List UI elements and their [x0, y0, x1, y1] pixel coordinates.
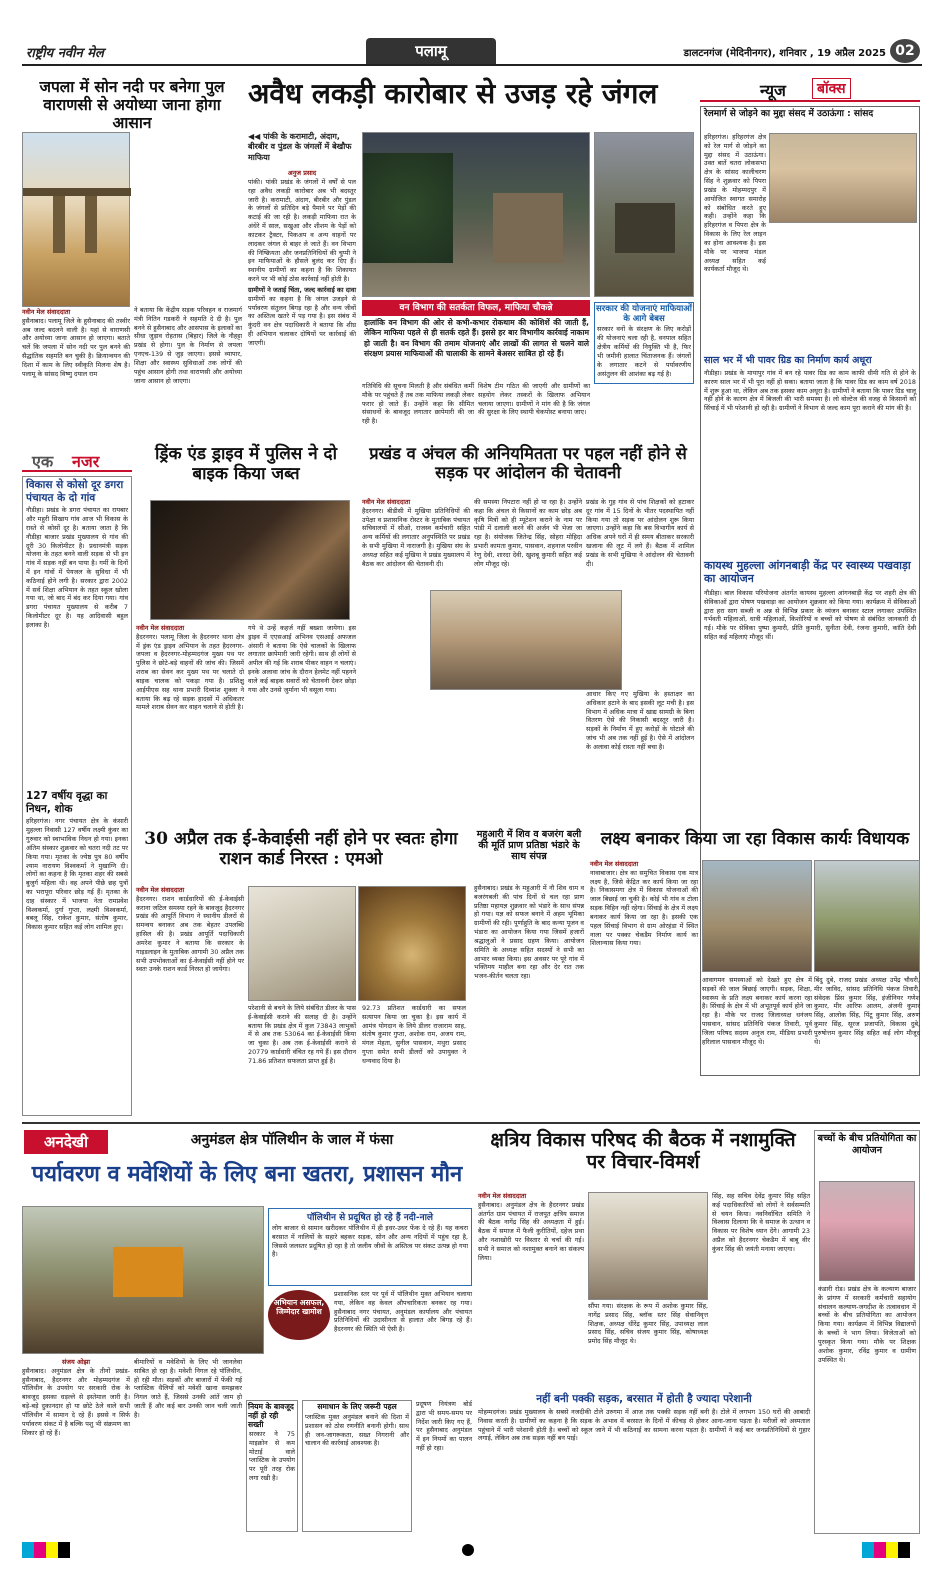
- ek-nazar-item1-head: विकास से कोसो दूर डगरा पंचायत के दो गांव: [26, 479, 124, 504]
- news-box-label-a: न्यूज: [760, 81, 786, 100]
- page-header: [22, 36, 922, 66]
- andolan-text-2: की समस्या निपटारा नहीं हो पा रहा है। उन्होंने कहा कि अंचल से किसानों का काम छोड़ अब कृषि मित्रों को ही म्यूटेशन कराने के नाम पर पांडी में दलाली करने की अर्जन भी भेजा जा रहा है। संयोजक जितेन्द्र सिंह, सोहरा मोहिदा प्रभारी कामता कुमार, पासवान, शहनाज परवीन रेणु देवी, शारदा देवी, खुशबू कुमारी सहित कई लोग मौजूद रहे।: [474, 498, 582, 568]
- lead-para-4: विशेष टीम गठित की जाएगी और ग्रामीणों का सहयोग लेकर तस्करों के खिलाफ अभियान चलाया जाएगा। ग्रामीणों ने मांग की है कि जंगल की सुरक्षा के लिए स्थायी चेकपोस्ट बनाया जाए।: [478, 382, 590, 417]
- police-photo: [150, 500, 350, 620]
- kshatriya-subhead: नहीं बनी पक्की सड़क, बरसात में होती है ज्यादा परेशानी: [536, 1393, 752, 1405]
- left-story-byline: नवीन मेल संवाददाता: [22, 308, 71, 316]
- news-box-item1-head: रेलमार्ग से जोड़ने का मुद्दा संसद में उठाऊंगा : सांसद: [704, 109, 874, 119]
- bajrang-headline: महुआरी में शिव व बजरंग बली की मूर्ति प्राण प्रतिष्ठा भंडारे के साथ संपन्न: [476, 829, 582, 862]
- left-story-text-1: हुसैनाबाद। पलामू जिले के हुसैनाबाद की तस्वीर अब जल्द बदलने वाली है। यहां से वाराणसी और अयोध्या जाना आसान हो जाएगा। बताते चलें कि जपला में सोन नदी पर पुल बनने की सैद्धांतिक सहमति बन चुकी है। क्रियान्वयन की दिशा में काम के लिए स्वीकृति मिलना शेष है। पलामू के सांसद विष्णु दयाल राम: [22, 316, 130, 378]
- bajrang-text: हुसैनाबाद। प्रखंड के महुआरी में नौ शिव धाम व बजरंगबली की पांच दिनों से चल रहा प्राण प्रतिष्ठा महायज्ञ शुक्रवार को भंडारे के साथ संपन्न हो गया। यज्ञ को सफल बनाने में अहम भूमिका ग्रामीणों की रही। पूर्णाहुति के बाद कन्या पूजन व भंडारा का आयोजन किया गया जिसमें हजारों श्रद्धालुओं ने प्रसाद ग्रहण किया। आयोजन समिति के अध्यक्ष सहित सदस्यों ने सभी का आभार व्यक्त किया। इस अवसर पर पूरे गांव में भक्तिमय माहौल बना रहा और देर रात तक भजन-कीर्तन चलता रहा।: [474, 884, 584, 981]
- ration-text-1: हैदरनगर। राशन कार्डधारियों की ई-केवाईसी कराना जटिल समस्या रहने के बावजूद हैदरनगर प्रखंड की आपूर्ति विभाग ने स्थानीय डीलरों से समन्वय बनाकर अब तक बेहतर उपलब्धि हासिल की है। प्रखंड आपूर्ति पदाधिकारी अमरेश कुमार ने बताया कि सरकार के गाइडलाइन के मुताबिक आगामी 30 अप्रैल तक सभी उपभोक्ताओं का ई-केवाईसी नहीं होने पर स्वतः उनके राशन कार्ड निरस्त हो जायेगा।: [136, 894, 244, 974]
- kshatriya-byline: नवीन मेल संवाददाता: [478, 1192, 527, 1200]
- left-story-text-2: ने बताया कि केंद्रीय सड़क परिवहन व राजमार्ग मंत्री नितिन गडकरी ने सहमति दे दी है। पुल बनने से हुसैनाबाद और आसपास के इलाकों का सीधा जुड़ाव रोहतास (बिहार) जिले के नौहट्टा प्रखंड से होगा। पुल के निर्माण से जपला एनएच-139 से जुड़ जाएगा। इससे व्यापार, शिक्षा और स्वास्थ्य सुविधाओं तक लोगों की पहुंच आसान होगी तथा वाराणसी और अयोध्या जाना आसान हो जाएगा।: [134, 306, 242, 385]
- lead-red-label: वन विभाग की सतर्कता विफल, माफिया चौकन्ने: [362, 300, 590, 316]
- ek-nazar-label-a: एक: [32, 452, 54, 471]
- forest-photo: [362, 132, 590, 297]
- drink-text-1: हैदरनगर। पलामू जिला के हैदरनगर थाना क्षेत्र में ड्रंक एंड ड्राइव अभियान के तहत हैदरनगर-जपला व हैदरनगर-मोहम्मदगंज मुख्य पथ पर पुलिस ने छोटे-बड़े वाहनों की जांच की। जिसमें शराब का सेवन कर मुख्य पथ पर चलाते दो बाइक चालक को पकड़ा गया है। प्रशिक्षु आईपीएस सह थाना प्रभारी दिव्यांश शुक्ला ने बताया कि बढ़ रहे सड़क हादसों में अधिकतर मामले शराब सेवन कर वाहन चलाने से होती है।: [136, 632, 244, 712]
- vidhayak-text-1: नावाबाजार। क्षेत्र का समुचित विकास एक मात्र लक्ष्य है, जिसे केंद्रित कर कार्य किया जा रहा है। निकासमगा क्षेत्र में विकास योजनाओं की जाल बिछाई जा चुकी है। कोई भी गांव व टोला सड़क विहिन नहीं रहेगा। सिंचाई के क्षेत्र में लक्ष्य बनाकर कार्य किया जा रहा है। इसकी एक पहल सिंचाई विभाग से ग्राम ओरहंडा में स्थित नाला पर पक्का चेकडैम निर्माण कार्य का शिलान्यास किया गया।: [590, 868, 698, 948]
- anadekhi-box3-text: प्रदूषण नियंत्रण बोर्ड द्वारा भी समय-समय पर निर्देश जारी किए गए हैं, पर हुसैनाबाद अनुमंडल में इन नियमों का पालन नहीं हो रहा।: [416, 1400, 472, 1453]
- anadekhi-box-head: पॉलिथीन से प्रदूषित हो रहे हैं नदी-नाले: [306, 1213, 434, 1223]
- ration-text-3: 92.73 प्रतिशत कार्डधारी का सफल सत्यापन किया जा चुका है। इस कार्य में आमंत्र योगदान के लिये डीलर राजाराम साह, संतोष कुमार गुप्ता, अशोक राम, अजय राम, मंगल मेहता, सुनील पासवान, मथुरा प्रसाद गुप्ता समेत सभी डीलरों को उपायुक्त ने धन्यवाद दिया है।: [362, 1004, 466, 1065]
- ration-photo-b: [358, 886, 466, 1001]
- andolan-text-4: आधार किए गए मुखिया के हस्ताक्षर का अधिकार हटाने के बाद इसकी लूट मची है। इस विभाग में अधिक मात्रा में खाद्य सामग्री के बिना वितरण ऐसे की निकासी बदस्तूर जारी है। सड़कों के निर्माण में हुए करोड़ों के घोटाले की जांच भी अब तक नहीं हुई है। ऐसे में आंदोलन के अलावा कोई रास्ता नहीं बचा है।: [586, 690, 694, 751]
- pratiyogita-text: कंडारी रोड। प्रखंड क्षेत्र के कल्याण बाजार के प्रांगण में सरकारी कर्मचारी सहायोग संचालन कल्याण-जगदीश के तत्वावधान में बच्चों के बीच प्रतियोगिता का आयोजन किया गया। कार्यक्रम में विभिन्न विद्यालयों के बच्चों ने भाग लिया। विजेताओं को पुरस्कृत किया गया। मौके पर शिक्षक अशोक कुमार, रविंद्र कुमार व ग्रामीण उपस्थित थे।: [818, 1285, 916, 1364]
- meeting-photo: [430, 590, 622, 690]
- pratiyogita-headline: बच्चों के बीच प्रतियोगिता का आयोजन: [817, 1133, 917, 1156]
- vidhayak-headline: लक्ष्य बनाकर किया जा रहा विकास कार्यः विधायक: [600, 829, 910, 849]
- anadekhi-text-2: बीमारियों व मवेशियों के लिए भी जानलेवा साबित हो रहा है। मवेशी निगल रहे पॉलिथीन, हो रही मौत। सड़कों और बाजारों में फेंकी गई प्लास्टिक थैलियों को मवेशी खाना समझकर निगल जाते हैं, जिससे उनकी आंतें जाम हो जाती हैं और कई बार उनकी जान चली जाती है।: [134, 1358, 242, 1419]
- andolan-text-1: हैदरनगर। बीडीसी में मुखिया प्रतिनिधियों की उपेक्षा व प्रशासनिक रोस्टर के मुताबिक पंचायत सचिवालयों में सीओ, राजस्व कर्मचारी सहित अन्य कर्मियों की लगातार अनुपस्थिति पर प्रखंड के सभी मुखिया में नाराजगी है। मुखिया संघ के अध्यक्ष सहित कई मुखिया ने प्रखंड मुख्यालय में बैठक कर आंदोलन की चेतावनी दी।: [362, 506, 470, 568]
- anadekhi-byline: संजय ओझा: [61, 1358, 91, 1366]
- andolan-headline: प्रखंड व अंचल की अनियमितता पर पहल नहीं होने से सड़क पर आंदोलन की चेतावनी: [369, 444, 687, 482]
- lead-para-2: ग्रामीणों का कहना है कि जंगल उजड़ने से पर्यावरण संतुलन बिगड़ रहा है और वन्य जीवों का अस्तित्व खतरे में पड़ गया है। इस संबंध में कुंदरी वन क्षेत्र पदाधिकारी ने बताया कि शीघ्र ही अभियान चलाकर दोषियों पर कार्रवाई की जाएगी।: [248, 294, 356, 347]
- news-box-item2-text: नौडीहा। प्रखंड के मायापुर गांव में बन रहे पावर ग्रिड का काम काफी धीमी गति से होने के कारण साल भर में भी पूरा नहीं हो सका। बताया जाता है कि पावर ग्रिड का काम वर्ष 2018 में शुरू हुआ था, लेकिन अब तक इसका काम अधूरा है। ग्रामीणों ने बताया कि पावर ग्रिड चालू नहीं होने के कारण क्षेत्र में बिजली की भारी समस्या है। लो वोल्टेज की वजह से किसानों को सिंचाई में भी परेशानी हो रही है। ग्रामीणों ने विभाग से जल्द काम पूरा कराने की मांग की है।: [704, 369, 916, 413]
- left-story-headline: जपला में सोन नदी पर बनेगा पुल वाराणसी से अयोध्या जाना होगा आसान: [39, 77, 225, 132]
- lead-byline: अनुज प्रसाद: [287, 169, 317, 178]
- drink-byline: नवीन मेल संवाददाता: [136, 624, 185, 632]
- ek-nazar-item2-text: हरिहरगंज। नगर पंचायत क्षेत्र के कंसारी मुहल्ला निवासी 127 वर्षीय लक्ष्मी कुंवर का गुरुवार को स्वाभाविक निधन हो गया। इनका अंतिम संस्कार शुक्रवार को चतरा नदी तट पर किया गया। मृतका के ज्येष्ठ पुत्र 80 वर्षीय श्याम नारायण विश्वकर्मा ने मुखाग्नि दी। लोगों का कहना है कि मृतका शहर की सबसे बुजुर्ग महिला थी। वह अपने पीछे छह पुत्रों का भरापूरा परिवार छोड़ गई हैं। मृतका के दाह संस्कार में भाजपा नेता रामप्रवेश विश्वकर्मा, दुर्गा गुप्ता, लक्ष्मी विश्वकर्मा, बबलू सिंह, राकेश कुमार, संतोष कुमार, विकास कुमार सहित कई लोग शामिल हुए।: [26, 817, 128, 932]
- vidhayak-text-2: आवागमन समस्याओं को देखते हुए क्षेत्र में सड़कों की जाल बिछाई जाएगी। सड़क, शिक्षा, स्वास्थ्य के प्रति लक्ष्य बनाकर कार्य करना रहा है। सिंचाई के क्षेत्र में भी अभूतपूर्व कार्य होने जा रहा है। मौके पर राजद जिलाध्यक्ष धनंजय पासवान, सांसद प्रतिनिधि पंकज तिवारी, पूर्व जिला परिषद सदस्य अनुज राम, मीडिया प्रभारी हरिलाल पासवान मौजूद थे।: [702, 976, 812, 1046]
- anadekhi-subbox-head: नियम के बावजूद नहीं हो रही सख्ती: [248, 1402, 294, 1429]
- mp-photo: [769, 133, 917, 223]
- lead-deck: ◀◀ पांकी के करामाटी, अंदाग, बीरबीर व पुंडल के जंगलों में बेखौफ माफिया: [248, 132, 352, 162]
- lead-para-3: गतिविधि की सूचना मिलती है और संबंधित कर्मी मौके पर पहुंचते हैं तब तक माफिया लकड़ी लेकर फरार हो जाते हैं। उन्होंने कहा कि सीमित संसाधनों के बावजूद लगातार छापेमारी की जा रही है।: [362, 382, 474, 426]
- page-number: 02: [890, 39, 920, 63]
- children-photo: [819, 1181, 915, 1281]
- ek-nazar-item2-head: 127 वर्षीय वृद्धा का निधन, शोक: [26, 790, 108, 815]
- kshatriya-headline: क्षत्रिय विकास परिषद की बैठक में नशामुक्ति पर विचार-विमर्श: [490, 1129, 796, 1173]
- kshatriya-text-2: सिंह, सह सचिव देवेंद्र कुमार सिंह सहित कई पदाधिकारियों को लोगों ने सर्वसम्मति से चयन किया। नवनिर्वाचित समिति ने विश्वास दिलाया कि वे समाज के उत्थान व विकास पर विशेष ध्यान देंगे। आगामी 23 अप्रैल को हैदरनगर चेकडैम में बाबू वीर कुंवर सिंह की जयंती मनाया जाएगा।: [712, 1192, 810, 1253]
- news-box-item1-text: हरिहरगंज। हरिहरगंज क्षेत्र को रेल मार्ग से जोड़ने का मुद्दा संसद में उठाऊंगा। उक्त बातें चतरा लोकसभा क्षेत्र के सांसद कालीचरण सिंह ने शुक्रवार को पिपरा प्रखंड के मोहम्मदपुर में आयोजित स्वागत समारोह को संबोधित करते हुए कही। उन्होंने कहा कि हरिहरगंज व पिपरा क्षेत्र के विकास के लिए रेल लाइन का होना आवश्यक है। इस मौके पर भाजपा मंडल अध्यक्ष सहित कई कार्यकर्ता मौजूद थे।: [704, 133, 766, 274]
- news-box-item2-head: साल भर में भी पावर ग्रिड का निर्माण कार्य अधूरा: [704, 355, 872, 366]
- lead-side-text: सरकार वनों के संरक्षण के लिए करोड़ों की योजनाएं चला रही है, वनपाल सहित क्षेत्रीय कर्मियों की नियुक्ति भी है, फिर भी जमीनी हालात चिंताजनक हैं। जंगलों के लगातार कटने से पर्यावरणीय असंतुलन की आशंका बढ़ गई है।: [597, 325, 691, 378]
- anadekhi-subbox-text: सरकार ने 75 माइक्रोन से कम मोटाई वाले प्लास्टिक के उपयोग पर पूरी तरह रोक लगा रखी है।: [249, 1430, 295, 1483]
- divider: [22, 1122, 920, 1124]
- masthead: राष्ट्रीय नवीन मेल: [26, 46, 104, 61]
- vidhayak-text-3: बिंदु दुबे, राजद प्रखंड अध्यक्ष उपेंद्र चौधरी, मीर जाविद, सांसद प्रतिनिधि पंकज तिवारी, संवेदक प्रिंस कुमार सिंह, इंजीनियर गणेश कुमार, मीर आरिफ आलम, अंजनी कुमार सिंह, आलोक सिंह, पिंटू कुमार सिंह, अरुण कुमार सिंह, सूरज प्रजापति, विकास दुबे, पुरुषोत्तम कुमार सिंह सहित कई लोग मौजूद थे।: [814, 976, 920, 1046]
- drink-headline: ड्रिंक एंड ड्राइव में पुलिस ने दो बाइक किया जब्त: [155, 444, 337, 484]
- shilanyas-photo-a: [702, 860, 812, 972]
- lead-headline: अवैध लकड़ी कारोबार से उजड़ रहे जंगल: [248, 77, 658, 110]
- ration-photo-a: [248, 886, 356, 1001]
- shilanyas-photo-b: [814, 860, 920, 972]
- garbage-photo: [22, 1206, 264, 1354]
- ration-text-2: परेशानी से बचने के लिये संबंधित डीलर के पास ई-केवाईसी कराने की सलाह दी है। उन्होंने बताया कि प्रखंड क्षेत्र में कुल 73843 लाभुकों में से अब तक 53064 का ई-केवाईसी किया जा चुका है। अब तक ई-केवाईसी कराने से 20779 कार्डधारी वंचित रह गये हैं। इस दौरान 71.86 प्रतिशत सफलता प्राप्त हुई है।: [248, 1004, 356, 1065]
- anadekhi-headline: पर्यावरण व मवेशियों के लिए बना खतरा, प्रशासन मौन: [31, 1161, 463, 1187]
- andolan-byline: नवीन मेल संवाददाता: [362, 498, 411, 506]
- news-box-label-b: बॉक्स: [812, 78, 851, 99]
- bridge-photo: [22, 132, 130, 307]
- registration-strip: [22, 1542, 920, 1558]
- ek-nazar-item1-text: नौडीहा। प्रखंड के डगरा पंचायत का रायबार और महुरी सिखाय गांव आज भी विकास के रास्ते से कोसों दूर है। बताया जाता है कि नौडीहा बाजार प्रखंड मुख्यालय से गांव की दूरी 30 किलोमीटर है। प्रधानमंत्री सड़क योजना के तहत बनने वाली सड़क से भी इन गांव में सड़क नहीं बन पाया है। गर्मी के दिनों में इन गांवों में पेयजल के सुविधा में भी कठिनाई होने लगी है। सरकार द्वारा 2002 में सर्व शिक्षा अभियान के तहत स्कूल खोला गया था, जो बाद में बंद कर दिया गया। गांव डगरा पंचायत मुख्यालय से करीब 7 किलोमीटर दूर है। यह आदिवासी बहुल इलाका है।: [26, 506, 128, 629]
- anadekhi-kicker: अनुमंडल क्षेत्र पॉलिथीन के जाल में फंसा: [190, 1132, 394, 1148]
- news-box-item3-head: कायस्थ मुहल्ला आंगनबाड़ी केंद्र पर स्वास्थ्य पखवाड़ा का आयोजन: [704, 559, 911, 586]
- andolan-text-3: प्रखंड के गुह गांव से पांच शिक्षकों को हटाकर दूर गांव में 15 दिनों के भीतर पदस्थापित नहीं किया गया तो सड़क पर आंदोलन शुरू किया जाएगा। उन्होंने कहा कि बस विभागीय कार्य से अधिक अपने घरों में ही समय बीताकर सरकारी खजाना की लूट में लगे हैं। बैठक में शामिल प्रखंड के सभी मुखिया ने आंदोलन की चेतावनी दी।: [586, 498, 694, 568]
- anadekhi-label: अनदेखी: [24, 1130, 108, 1154]
- lead-subhead: ग्रामीणों ने जताई चिंता, जल्द कार्रवाई का दावा: [248, 285, 356, 294]
- anadekhi-oval-text: प्रशासनिक स्तर पर पूर्व में पॉलिथीन मुक्त अभियान चलाया गया, लेकिन वह केवल औपचारिकता बनकर रह गया। हुसैनाबाद नगर पंचायत, अनुमंडल कार्यालय और पंचायत प्रतिनिधियों की उदासीनता से हालात और बिगड़ रहे हैं। हैदरनगर की स्थिति भी ऐसी है।: [334, 1290, 472, 1334]
- kshatriya-text-1: हुसैनाबाद। अनुमंडल क्षेत्र के हैदरनगर प्रखंड अंतर्गत ग्राम पंचायत में राजपूत क्षत्रिय समाज की बैठक नागेंद्र सिंह की अध्यक्षता में हुई। बैठक में समाज में फैली कुरीतियों, दहेज प्रथा और नशाखोरी पर विस्तार से चर्चा की गई। सभी ने समाज को नशामुक्त बनाने का संकल्प लिया।: [478, 1200, 584, 1262]
- lead-para-1: पांकी। पांकी प्रखंड के जंगलों में वर्षों से पल रहा अवैध लकड़ी कारोबार अब भी बदस्तूर जारी है। करामाटी, अंदाग, बीरबीर और पुंडल के जंगलों से प्रतिदिन बड़े पैमाने पर पेड़ों की कटाई की जा रही है। लकड़ी माफिया रात के अंधेरे में साल, सखुआ और शीशम के पेड़ों को काटकर ट्रैक्टर, पिकअप व अन्य वाहनों पर लादकर जंगल से बाहर ले जाते हैं। वन विभाग की निष्क्रियता और जनप्रतिनिधियों की चुप्पी ने इन माफियाओं के हौसले बुलंद कर दिए हैं। स्थानीय ग्रामीणों का कहना है कि शिकायत करने पर भी कोई ठोस कार्रवाई नहीं होती है।: [248, 178, 356, 284]
- drink-text-2: गये थे उन्हें कहर्ज नहीं बख्शा जायेगा। इस ड्राइव में एएसआई अभिनव एसआई अफजल अंसारी ने बताया कि ऐसे चालकों के खिलाफ लगातार छापेमारी जारी रहेगी। साथ ही लोगों से अपील की गई कि शराब पीकर वाहन न चलाएं। इनके अलावा जांच के दौरान हेलमेट नहीं पहनने वाले कई बाइक सवारों को चेतावनी देकर छोड़ा गया और उनसे जुर्माना भी वसूला गया।: [248, 624, 356, 694]
- lead-side-head: सरकार की योजनाएं माफियाओं के आगे बेबस: [596, 304, 692, 325]
- anadekhi-box2-head: समाधान के लिए जरूरी पहल: [317, 1402, 397, 1411]
- lead-callout: हालांकि वन विभाग की ओर से कभी-कभार रोकथाम की कोशिशें की जाती हैं, लेकिन माफिया पहले से ही सतर्क रहते हैं। इससे हर बार विभागीय कार्रवाई नाकाम हो जाती है। वन विभाग की तमाम योजनाएं और लाखों की लागत से चलने वाले संरक्षण प्रयास माफियाओं की चालाकी के सामने बेअसर साबित हो रहे हैं।: [364, 318, 589, 359]
- ek-nazar-label-b: नजर: [72, 452, 100, 471]
- anadekhi-box2-text: प्लास्टिक मुक्त अनुमंडल बनाने की दिशा में प्रशासन को ठोस रणनीति बनानी होगी। साथ ही जन-जागरूकता, सख्त निगरानी और चालान की कार्रवाई आवश्यक है।: [305, 1413, 409, 1448]
- anadekhi-text-1: हुसैनाबाद। अनुमंडल क्षेत्र के तीनों प्रखंड-हुसैनाबाद, हैदरनगर और मोहम्मदगंज में पॉलिथीन के उपयोग पर सरकारी रोक के बावजूद इसका धड़ल्ले से इस्तेमाल जारी है। बड़े-बड़े दुकानदार हो या छोटे ठेले वाले सभी पॉलिथीन में सामान दे रहे हैं। इससे न सिर्फ पर्यावरण संकट में है बल्कि पशु भी संक्रमण का शिकार हो रहे हैं।: [22, 1366, 130, 1437]
- dateline: डालटनगंज (मेदिनीनगर), शनिवार , 19 अप्रैल 2025: [683, 48, 886, 59]
- ration-byline: नवीन मेल संवाददाता: [136, 886, 185, 894]
- anadekhi-oval: अभियान असफल, जिम्मेदार खामोश: [268, 1290, 330, 1340]
- kshatriya-text-3: सौंपा गया। संरक्षक के रूप में अशोक कुमार सिंह, नागेंद्र प्रसाद सिंह, ब्लॉक स्तर सिंह सेवानिवृत्त शिक्षक, अध्यक्ष धीरेंद्र कुमार सिंह, उपाध्यक्ष लाल प्रसाद सिंह, सचिव संजय कुमार सिंह, कोषाध्यक्ष प्रमोद सिंह मौजूद थे।: [588, 1302, 708, 1346]
- kshatriya-photo: [588, 1192, 708, 1300]
- section-tab: पलामू: [366, 38, 496, 64]
- truck-photo: [594, 132, 694, 297]
- news-box-item3-text: नौडीहा। बाल विकास परियोजना अंतर्गत कायस्थ मुहल्ला आंगनबाड़ी केंद्र पर शहरी क्षेत्र की सेविकाओं द्वारा पोषण पखवाड़ा का आयोजन शुक्रवार को किया गया। कार्यक्रम में सेविकाओं द्वारा हरा साग सब्जी व अन्न से विभिन्न प्रकार के व्यंजन बनाकर स्टाल लगाकर उपस्थित गर्भवती महिलाओं, धात्री महिलाओं, किशोरियों व बच्चों को पोषण से संबंधित जानकारी दी गई। मौके पर सेविका पुष्पा कुमारी, प्रीति कुमारी, सुनीता देवी, रंजना कुमारी, कांति देवी सहित कई महिलाएं मौजूद थीं।: [704, 589, 916, 642]
- vidhayak-byline: नवीन मेल संवाददाता: [590, 860, 639, 868]
- ration-headline: 30 अप्रैल तक ई-केवाईसी नहीं होने पर स्वतः होगा राशन कार्ड निरस्त : एमओ: [144, 829, 458, 869]
- kshatriya-subtext: मोहम्मदगंज। प्रखंड मुख्यालय के सबसे नजदीकी टोले उरुगमा में आज तक पक्की सड़क नहीं बनी है। टोले में लगभग 150 घरों की आबादी निवास करती है। ग्रामीणों का कहना है कि सड़क के अभाव में बरसात के दिनों में कीचड़ से होकर आना-जाना पड़ता है। मरीजों को अस्पताल पहुंचाने में भारी परेशानी होती है। बच्चों को स्कूल जाने में भी कठिनाई का सामना करना पड़ता है। ग्रामीणों ने कई बार जनप्रतिनिधियों से गुहार लगाई, लेकिन अब तक सड़क नहीं बन पाई।: [478, 1408, 810, 1443]
- anadekhi-box-text: लोग बाजार से सामान खरीदकर पॉलिथीन में ही इधर-उधर फेंक दे रहे हैं। यह कचरा बरसात में नालियों के सहारे बहकर सड़क, सोन और अन्य नदियों में पहुंच रहा है, जिससे जलस्तर प्रदूषित हो रहा है तो जलीय जीवों के अस्तित्व पर संकट उत्पन्न हो गया है।: [272, 1224, 468, 1259]
